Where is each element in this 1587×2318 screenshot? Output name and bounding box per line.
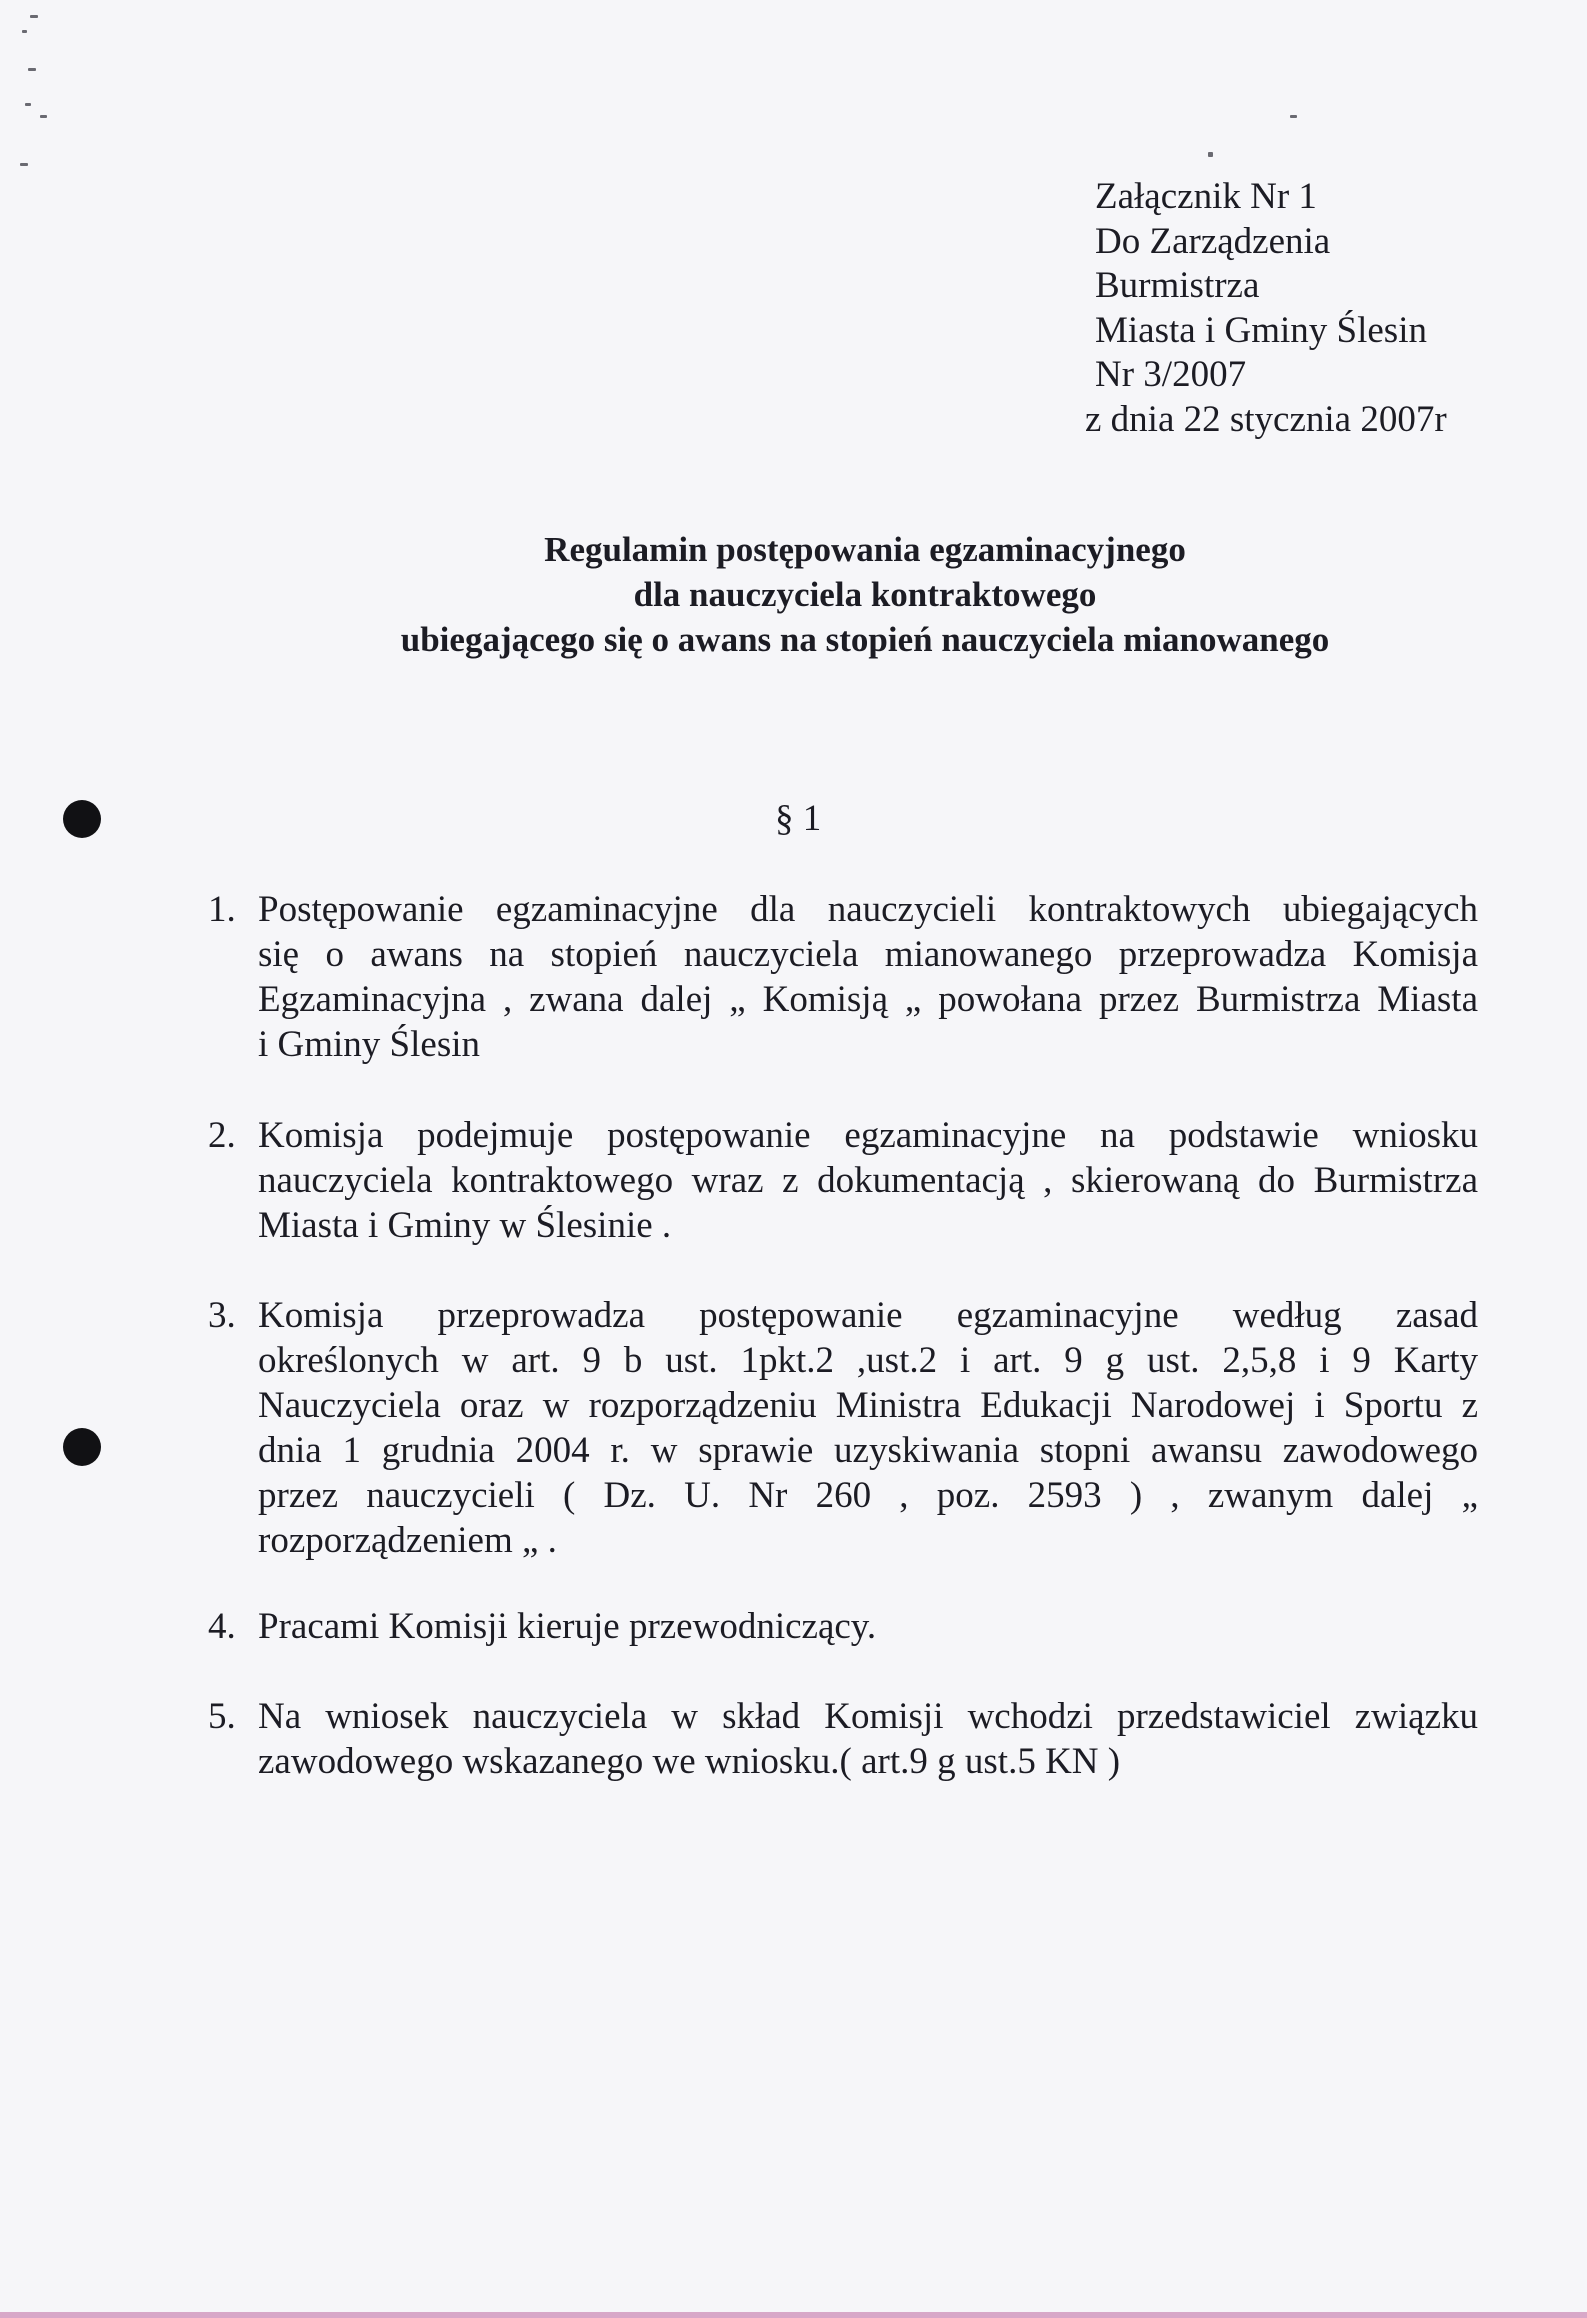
punch-hole: [63, 1428, 101, 1466]
item-text: [258, 1113, 1478, 1248]
header-line: Do Zarządzenia: [1095, 220, 1331, 262]
item-text: [258, 1604, 1478, 1649]
scan-speck: [1208, 152, 1213, 157]
item-line: dnia 1 grudnia 2004 r. w sprawie uzyskiwania stopni awansu zawodowego: [258, 1430, 1478, 1471]
item-text: [258, 887, 1478, 1067]
scan-speck: [30, 15, 38, 18]
document-title: [0, 527, 1587, 662]
item-line: przez nauczycieli ( Dz. U. Nr 260 , poz. 2593 ) , zwanym dalej „: [258, 1475, 1478, 1516]
item-line: zawodowego wskazanego we wniosku.( art.9 g ust.5 KN ): [258, 1741, 1121, 1782]
attachment-header: [1085, 175, 1447, 442]
header-line: Burmistrza: [1095, 265, 1260, 306]
section-mark: § 1: [775, 798, 822, 839]
scan-speck: [20, 163, 28, 166]
scan-speck: [25, 103, 31, 106]
scan-speck: [40, 115, 47, 118]
header-line: Załącznik Nr 1: [1095, 176, 1317, 217]
item-line: rozporządzeniem „ .: [258, 1520, 557, 1561]
item-line: Egzaminacyjna , zwana dalej „ Komisją „ powołana przez Burmistrza Miasta: [258, 979, 1478, 1020]
header-line: Miasta i Gminy Ślesin: [1095, 309, 1427, 351]
item-number: 5.: [208, 1696, 236, 1737]
item-line: Postępowanie egzaminacyjne dla nauczycieli kontraktowych ubiegających: [258, 889, 1478, 930]
item-text: [258, 1694, 1478, 1784]
item-number: 2.: [208, 1115, 236, 1156]
title-line: Regulamin postępowania egzaminacyjnego: [544, 530, 1186, 569]
punch-hole: [63, 800, 101, 838]
item-line: Pracami Komisji kieruje przewodniczący.: [258, 1606, 877, 1647]
item-line: się o awans na stopień nauczyciela mianowanego przeprowadza Komisja: [258, 934, 1478, 975]
item-line: Miasta i Gminy w Ślesinie .: [258, 1205, 672, 1246]
item-line: Komisja podejmuje postępowanie egzaminacyjne na podstawie wniosku: [258, 1115, 1478, 1156]
title-line: dla nauczyciela kontraktowego: [633, 575, 1097, 614]
item-line: Na wniosek nauczyciela w skład Komisji wchodzi przedstawiciel związku: [258, 1696, 1478, 1737]
scan-speck: [22, 30, 27, 33]
page-edge: [0, 2312, 1587, 2318]
header-line: z dnia 22 stycznia 2007r: [1085, 398, 1447, 440]
item-number: 4.: [208, 1606, 236, 1647]
item-line: i Gminy Ślesin: [258, 1024, 481, 1065]
scan-speck: [28, 68, 36, 71]
scan-speck: [1290, 115, 1297, 118]
item-line: określonych w art. 9 b ust. 1pkt.2 ,ust.2 i art. 9 g ust. 2,5,8 i 9 Karty: [258, 1340, 1478, 1381]
item-line: Nauczyciela oraz w rozporządzeniu Ministra Edukacji Narodowej i Sportu z: [258, 1385, 1478, 1426]
item-number: 1.: [208, 889, 236, 930]
item-number: 3.: [208, 1295, 236, 1336]
title-line: ubiegającego się o awans na stopień nauczyciela mianowanego: [400, 620, 1330, 659]
header-line: Nr 3/2007: [1095, 354, 1247, 395]
item-line: Komisja przeprowadza postępowanie egzaminacyjne według zasad: [258, 1295, 1478, 1336]
item-line: nauczyciela kontraktowego wraz z dokumentacją , skierowaną do Burmistrza: [258, 1160, 1478, 1201]
item-text: [258, 1293, 1478, 1563]
